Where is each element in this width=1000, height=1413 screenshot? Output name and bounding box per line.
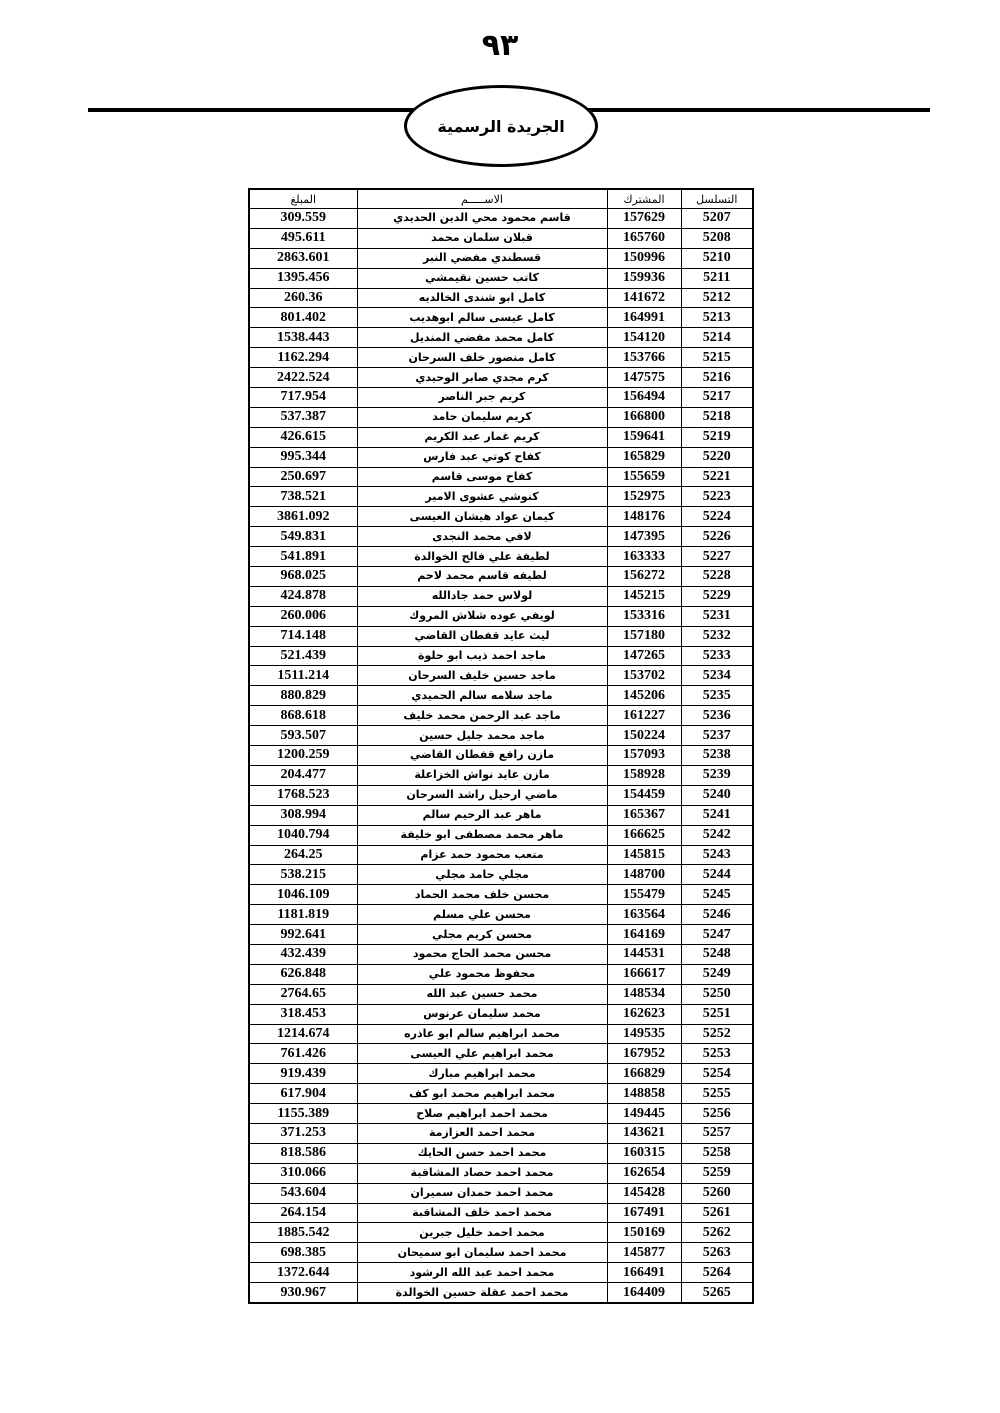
amount-cell: 1040.794 <box>249 825 357 845</box>
serial-cell: 5248 <box>681 944 753 964</box>
subscriber-cell: 145815 <box>607 845 681 865</box>
serial-cell: 5217 <box>681 388 753 408</box>
name-cell: كاتب حسين نقيمشي <box>357 268 607 288</box>
amount-cell: 260.36 <box>249 288 357 308</box>
subscriber-cell: 166625 <box>607 825 681 845</box>
subscriber-cell: 165760 <box>607 228 681 248</box>
name-cell: محمد ابراهيم مبارك <box>357 1064 607 1084</box>
header-serial: التسلسل <box>681 189 753 209</box>
table-row <box>249 865 753 885</box>
table-row <box>249 845 753 865</box>
amount-cell: 537.387 <box>249 407 357 427</box>
name-cell: لويفي عوده شلاش المروك <box>357 606 607 626</box>
subscriber-cell: 154120 <box>607 328 681 348</box>
name-cell: ماجد حسين خليف السرحان <box>357 666 607 686</box>
subscriber-cell: 148700 <box>607 865 681 885</box>
amount-cell: 2422.524 <box>249 368 357 388</box>
subscriber-cell: 154459 <box>607 785 681 805</box>
amount-cell: 1155.389 <box>249 1104 357 1124</box>
table-row <box>249 507 753 527</box>
serial-cell: 5220 <box>681 447 753 467</box>
amount-cell: 264.154 <box>249 1203 357 1223</box>
name-cell: كامل عيسى سالم ابوهديب <box>357 308 607 328</box>
name-cell: لولاس حمد جادالله <box>357 586 607 606</box>
subscriber-cell: 163333 <box>607 547 681 567</box>
serial-cell: 5219 <box>681 427 753 447</box>
serial-cell: 5251 <box>681 1004 753 1024</box>
table-row <box>249 1183 753 1203</box>
name-cell: مازن رافع قفطان القاضي <box>357 746 607 766</box>
serial-cell: 5234 <box>681 666 753 686</box>
table-row <box>249 388 753 408</box>
table-row <box>249 328 753 348</box>
name-cell: محمد احمد خليل جبرين <box>357 1223 607 1243</box>
header-subscriber: المشترك <box>607 189 681 209</box>
serial-cell: 5259 <box>681 1163 753 1183</box>
table-row <box>249 467 753 487</box>
subscriber-cell: 165829 <box>607 447 681 467</box>
name-cell: محمد ابراهيم سالم ابو عاذره <box>357 1024 607 1044</box>
name-cell: كنوشي عشوى الامير <box>357 487 607 507</box>
page-number: ٩٣ <box>481 28 519 63</box>
serial-cell: 5215 <box>681 348 753 368</box>
name-cell: ماجد محمد جليل حسين <box>357 726 607 746</box>
table-row <box>249 1143 753 1163</box>
name-cell: محمد حسين عبد الله <box>357 984 607 1004</box>
name-cell: محمد احمد حصاد المشاقبة <box>357 1163 607 1183</box>
subscriber-cell: 159936 <box>607 268 681 288</box>
amount-cell: 1214.674 <box>249 1024 357 1044</box>
amount-cell: 250.697 <box>249 467 357 487</box>
subscriber-cell: 153766 <box>607 348 681 368</box>
amount-cell: 1511.214 <box>249 666 357 686</box>
amount-cell: 1181.819 <box>249 905 357 925</box>
amount-cell: 738.521 <box>249 487 357 507</box>
amount-cell: 992.641 <box>249 925 357 945</box>
serial-cell: 5221 <box>681 467 753 487</box>
name-cell: كريم سليمان حامد <box>357 407 607 427</box>
subscriber-cell: 156272 <box>607 567 681 587</box>
subscriber-cell: 166829 <box>607 1064 681 1084</box>
subscriber-cell: 143621 <box>607 1123 681 1143</box>
amount-cell: 318.453 <box>249 1004 357 1024</box>
name-cell: ماهر عبد الرحيم سالم <box>357 805 607 825</box>
amount-cell: 968.025 <box>249 567 357 587</box>
serial-cell: 5211 <box>681 268 753 288</box>
table-row <box>249 746 753 766</box>
name-cell: كامل منصور خلف السرحان <box>357 348 607 368</box>
table-row <box>249 1243 753 1263</box>
amount-cell: 538.215 <box>249 865 357 885</box>
name-cell: محفوظ محمود علي <box>357 964 607 984</box>
table-row <box>249 586 753 606</box>
amount-cell: 371.253 <box>249 1123 357 1143</box>
subscriber-cell: 166617 <box>607 964 681 984</box>
table-row <box>249 209 753 229</box>
name-cell: لطيفه قاسم محمد لاحم <box>357 567 607 587</box>
table-row <box>249 1024 753 1044</box>
serial-cell: 5229 <box>681 586 753 606</box>
serial-cell: 5264 <box>681 1263 753 1283</box>
amount-cell: 880.829 <box>249 686 357 706</box>
table-row <box>249 1203 753 1223</box>
table-row <box>249 1104 753 1124</box>
amount-cell: 549.831 <box>249 527 357 547</box>
serial-cell: 5231 <box>681 606 753 626</box>
serial-cell: 5239 <box>681 765 753 785</box>
name-cell: قبلان سلمان محمد <box>357 228 607 248</box>
header-amount: المبلغ <box>249 189 357 209</box>
subscriber-cell: 149535 <box>607 1024 681 1044</box>
amount-cell: 714.148 <box>249 626 357 646</box>
subscriber-cell: 161227 <box>607 706 681 726</box>
subscriber-cell: 147395 <box>607 527 681 547</box>
name-cell: محمد احمد عبد الله الرشود <box>357 1263 607 1283</box>
name-cell: كرم مجدي صابر الوحيدي <box>357 368 607 388</box>
table-row <box>249 666 753 686</box>
table-row <box>249 825 753 845</box>
table-row <box>249 765 753 785</box>
subscriber-cell: 164409 <box>607 1283 681 1303</box>
serial-cell: 5253 <box>681 1044 753 1064</box>
amount-cell: 521.439 <box>249 646 357 666</box>
subscriber-cell: 166800 <box>607 407 681 427</box>
subscriber-cell: 147265 <box>607 646 681 666</box>
subscriber-cell: 165367 <box>607 805 681 825</box>
header-name: الاســـــم <box>357 189 607 209</box>
serial-cell: 5207 <box>681 209 753 229</box>
serial-cell: 5212 <box>681 288 753 308</box>
gazette-title: الجريدة الرسمية <box>437 116 565 136</box>
table-row <box>249 626 753 646</box>
table-row <box>249 427 753 447</box>
table-row <box>249 805 753 825</box>
subscriber-cell: 167491 <box>607 1203 681 1223</box>
table-row <box>249 527 753 547</box>
amount-cell: 432.439 <box>249 944 357 964</box>
table-body <box>249 209 753 1303</box>
serial-cell: 5258 <box>681 1143 753 1163</box>
subscriber-cell: 159641 <box>607 427 681 447</box>
serial-cell: 5227 <box>681 547 753 567</box>
amount-cell: 698.385 <box>249 1243 357 1263</box>
serial-cell: 5262 <box>681 1223 753 1243</box>
amount-cell: 1395.456 <box>249 268 357 288</box>
table-row <box>249 228 753 248</box>
subscriber-cell: 141672 <box>607 288 681 308</box>
serial-cell: 5213 <box>681 308 753 328</box>
amount-cell: 541.891 <box>249 547 357 567</box>
serial-cell: 5257 <box>681 1123 753 1143</box>
table-row <box>249 964 753 984</box>
amount-cell: 310.066 <box>249 1163 357 1183</box>
amount-cell: 309.559 <box>249 209 357 229</box>
table-row <box>249 1263 753 1283</box>
subscriber-cell: 144531 <box>607 944 681 964</box>
name-cell: محسن خلف محمد الحماد <box>357 885 607 905</box>
table-row <box>249 1223 753 1243</box>
subscriber-cell: 145215 <box>607 586 681 606</box>
amount-cell: 2863.601 <box>249 248 357 268</box>
name-cell: محمد احمد سليمان ابو سميحان <box>357 1243 607 1263</box>
amount-cell: 919.439 <box>249 1064 357 1084</box>
table-row <box>249 248 753 268</box>
amount-cell: 617.904 <box>249 1084 357 1104</box>
table-row <box>249 1064 753 1084</box>
serial-cell: 5223 <box>681 487 753 507</box>
subscriber-cell: 148534 <box>607 984 681 1004</box>
amount-cell: 3861.092 <box>249 507 357 527</box>
name-cell: محمد ابراهيم علي العيسى <box>357 1044 607 1064</box>
amount-cell: 260.006 <box>249 606 357 626</box>
table-row <box>249 308 753 328</box>
serial-cell: 5210 <box>681 248 753 268</box>
serial-cell: 5232 <box>681 626 753 646</box>
serial-cell: 5226 <box>681 527 753 547</box>
subscriber-cell: 152975 <box>607 487 681 507</box>
table-row <box>249 686 753 706</box>
name-cell: ليث عايد قفطان القاضي <box>357 626 607 646</box>
subscriber-cell: 149445 <box>607 1104 681 1124</box>
amount-cell: 424.878 <box>249 586 357 606</box>
table-header-row <box>249 189 753 209</box>
amount-cell: 1372.644 <box>249 1263 357 1283</box>
subscriber-cell: 164169 <box>607 925 681 945</box>
table-row <box>249 905 753 925</box>
serial-cell: 5242 <box>681 825 753 845</box>
serial-cell: 5261 <box>681 1203 753 1223</box>
subscriber-cell: 145206 <box>607 686 681 706</box>
name-cell: محمد احمد خلف المشاقبة <box>357 1203 607 1223</box>
table-row <box>249 1163 753 1183</box>
serial-cell: 5252 <box>681 1024 753 1044</box>
subscriber-cell: 157180 <box>607 626 681 646</box>
table-row <box>249 1283 753 1303</box>
subscriber-cell: 145877 <box>607 1243 681 1263</box>
serial-cell: 5256 <box>681 1104 753 1124</box>
amount-cell: 543.604 <box>249 1183 357 1203</box>
name-cell: محسن كريم مجلي <box>357 925 607 945</box>
subscriber-cell: 155479 <box>607 885 681 905</box>
name-cell: متعب محمود حمد عزام <box>357 845 607 865</box>
serial-cell: 5218 <box>681 407 753 427</box>
table-row <box>249 885 753 905</box>
name-cell: ماجد احمد ذيب ابو حلوة <box>357 646 607 666</box>
table-row <box>249 547 753 567</box>
serial-cell: 5241 <box>681 805 753 825</box>
name-cell: كريم غمار عبد الكريم <box>357 427 607 447</box>
serial-cell: 5233 <box>681 646 753 666</box>
serial-cell: 5246 <box>681 905 753 925</box>
name-cell: ماجد سلامه سالم الحميدي <box>357 686 607 706</box>
serial-cell: 5228 <box>681 567 753 587</box>
serial-cell: 5235 <box>681 686 753 706</box>
table-row <box>249 944 753 964</box>
amount-cell: 1046.109 <box>249 885 357 905</box>
subscriber-cell: 158928 <box>607 765 681 785</box>
serial-cell: 5247 <box>681 925 753 945</box>
name-cell: لافي محمد النجدى <box>357 527 607 547</box>
subscriber-cell: 150224 <box>607 726 681 746</box>
subscriber-cell: 157093 <box>607 746 681 766</box>
serial-cell: 5245 <box>681 885 753 905</box>
subscriber-cell: 162623 <box>607 1004 681 1024</box>
name-cell: محمد احمد عقلة حسين الخوالدة <box>357 1283 607 1303</box>
table-row <box>249 268 753 288</box>
name-cell: كيمان عواد هيشان العيسى <box>357 507 607 527</box>
name-cell: محمد احمد حسن الحايك <box>357 1143 607 1163</box>
amount-cell: 593.507 <box>249 726 357 746</box>
amount-cell: 2764.65 <box>249 984 357 1004</box>
amount-cell: 1200.259 <box>249 746 357 766</box>
table-row <box>249 567 753 587</box>
table-row <box>249 1004 753 1024</box>
amount-cell: 761.426 <box>249 1044 357 1064</box>
name-cell: محمد ابراهيم محمد ابو كف <box>357 1084 607 1104</box>
subscriber-cell: 163564 <box>607 905 681 925</box>
amount-cell: 204.477 <box>249 765 357 785</box>
serial-cell: 5265 <box>681 1283 753 1303</box>
name-cell: قسطندي مفضي النبر <box>357 248 607 268</box>
table-row <box>249 984 753 1004</box>
table-row <box>249 368 753 388</box>
table-row <box>249 925 753 945</box>
serial-cell: 5250 <box>681 984 753 1004</box>
amount-cell: 426.615 <box>249 427 357 447</box>
subscriber-cell: 157629 <box>607 209 681 229</box>
subscribers-table <box>248 188 754 1304</box>
gazette-title-badge <box>404 85 598 167</box>
table-row <box>249 706 753 726</box>
amount-cell: 801.402 <box>249 308 357 328</box>
amount-cell: 868.618 <box>249 706 357 726</box>
name-cell: كفاح موسى قاسم <box>357 467 607 487</box>
table-row <box>249 407 753 427</box>
table-row <box>249 646 753 666</box>
name-cell: محسن علي مسلم <box>357 905 607 925</box>
subscriber-cell: 148176 <box>607 507 681 527</box>
name-cell: ماجد عبد الرحمن محمد خليف <box>357 706 607 726</box>
serial-cell: 5224 <box>681 507 753 527</box>
name-cell: مازن عايد نواش الخزاعلة <box>357 765 607 785</box>
name-cell: محمد احمد ابراهيم صلاح <box>357 1104 607 1124</box>
serial-cell: 5263 <box>681 1243 753 1263</box>
subscriber-cell: 166491 <box>607 1263 681 1283</box>
serial-cell: 5237 <box>681 726 753 746</box>
subscriber-cell: 155659 <box>607 467 681 487</box>
table-row <box>249 1084 753 1104</box>
serial-cell: 5249 <box>681 964 753 984</box>
table-row <box>249 785 753 805</box>
amount-cell: 717.954 <box>249 388 357 408</box>
subscriber-cell: 145428 <box>607 1183 681 1203</box>
serial-cell: 5240 <box>681 785 753 805</box>
table-row <box>249 606 753 626</box>
subscriber-cell: 148858 <box>607 1084 681 1104</box>
table-row <box>249 288 753 308</box>
name-cell: كامل ابو شندى الخالديه <box>357 288 607 308</box>
table-row <box>249 1123 753 1143</box>
name-cell: قاسم محمود محي الدين الحديدي <box>357 209 607 229</box>
name-cell: محمد احمد العزازمة <box>357 1123 607 1143</box>
table-row <box>249 1044 753 1064</box>
table-row <box>249 348 753 368</box>
serial-cell: 5260 <box>681 1183 753 1203</box>
name-cell: مجلي حامد مجلي <box>357 865 607 885</box>
serial-cell: 5255 <box>681 1084 753 1104</box>
name-cell: محمد سليمان عرنوس <box>357 1004 607 1024</box>
amount-cell: 626.848 <box>249 964 357 984</box>
amount-cell: 995.344 <box>249 447 357 467</box>
name-cell: محمد احمد حمدان سميران <box>357 1183 607 1203</box>
amount-cell: 818.586 <box>249 1143 357 1163</box>
table-row <box>249 487 753 507</box>
amount-cell: 308.994 <box>249 805 357 825</box>
amount-cell: 930.967 <box>249 1283 357 1303</box>
subscriber-cell: 150169 <box>607 1223 681 1243</box>
subscriber-cell: 153316 <box>607 606 681 626</box>
amount-cell: 1768.523 <box>249 785 357 805</box>
subscriber-cell: 150996 <box>607 248 681 268</box>
name-cell: لطيفة علي فالح الخوالدة <box>357 547 607 567</box>
serial-cell: 5236 <box>681 706 753 726</box>
name-cell: ماهر محمد مصطفى ابو خليفة <box>357 825 607 845</box>
serial-cell: 5254 <box>681 1064 753 1084</box>
serial-cell: 5214 <box>681 328 753 348</box>
table-row <box>249 726 753 746</box>
serial-cell: 5238 <box>681 746 753 766</box>
serial-cell: 5208 <box>681 228 753 248</box>
subscriber-cell: 167952 <box>607 1044 681 1064</box>
name-cell: كامل محمد مفضي المنديل <box>357 328 607 348</box>
amount-cell: 495.611 <box>249 228 357 248</box>
subscriber-cell: 147575 <box>607 368 681 388</box>
amount-cell: 1538.443 <box>249 328 357 348</box>
subscriber-cell: 162654 <box>607 1163 681 1183</box>
subscriber-cell: 156494 <box>607 388 681 408</box>
name-cell: كريم جبر الناصر <box>357 388 607 408</box>
amount-cell: 264.25 <box>249 845 357 865</box>
serial-cell: 5244 <box>681 865 753 885</box>
subscriber-cell: 164991 <box>607 308 681 328</box>
name-cell: كفاح كوتي عبد فارس <box>357 447 607 467</box>
amount-cell: 1162.294 <box>249 348 357 368</box>
subscriber-cell: 160315 <box>607 1143 681 1163</box>
amount-cell: 1885.542 <box>249 1223 357 1243</box>
name-cell: محسن محمد الحاج محمود <box>357 944 607 964</box>
serial-cell: 5216 <box>681 368 753 388</box>
table-row <box>249 447 753 467</box>
subscriber-cell: 153702 <box>607 666 681 686</box>
name-cell: ماضي ارحيل راشد السرحان <box>357 785 607 805</box>
serial-cell: 5243 <box>681 845 753 865</box>
